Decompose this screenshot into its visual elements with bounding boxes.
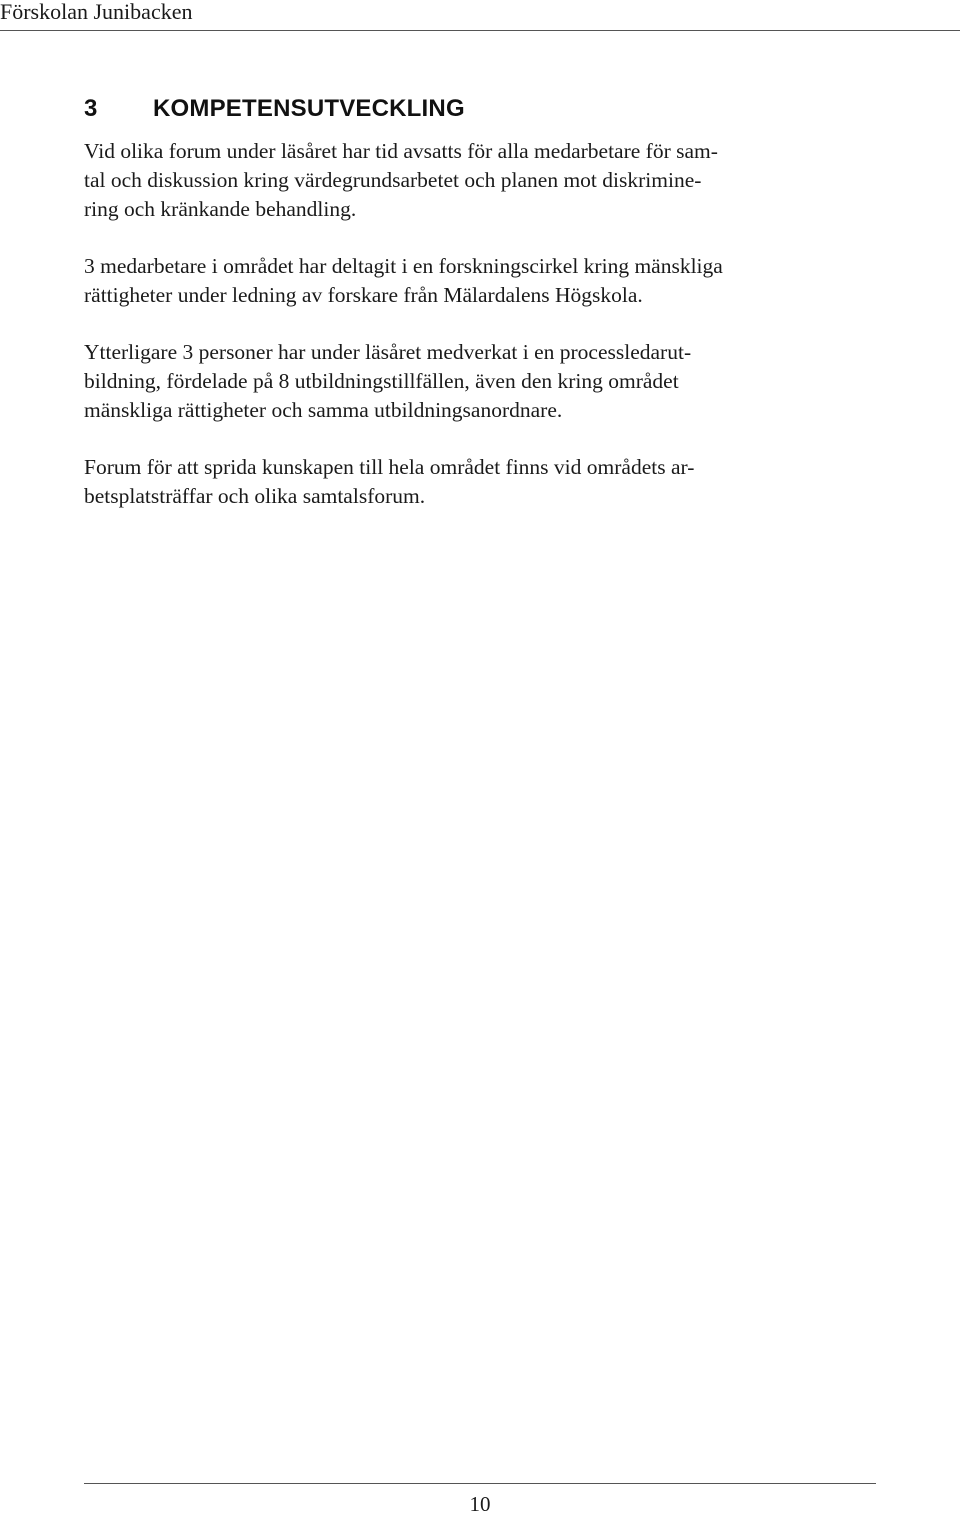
paragraph-line: ring och kränkande behandling. — [84, 197, 357, 221]
paragraph-line: Ytterligare 3 personer har under läsåret medverkat i en processledarut- — [84, 340, 692, 364]
header-divider — [0, 30, 960, 31]
paragraph-line: 3 medarbetare i området har deltagit i en forskningscirkel kring mänskliga — [84, 254, 723, 278]
paragraph-line: mänskliga rättigheter och samma utbildningsanordnare. — [84, 398, 563, 422]
page-number: 10 — [469, 1492, 491, 1516]
footer-divider — [84, 1483, 876, 1484]
paragraph-line: rättigheter under ledning av forskare från Mälardalens Högskola. — [84, 283, 643, 307]
running-header-title: Förskolan Junibacken — [0, 0, 193, 24]
paragraph-knowledge-sharing — [84, 453, 694, 511]
paragraph-line: Forum för att sprida kunskapen till hela området finns vid områdets ar- — [84, 455, 695, 479]
paragraph-research-circle — [84, 252, 723, 310]
paragraph-line: Vid olika forum under läsåret har tid avsatts för alla medarbetare för sam- — [84, 139, 718, 163]
paragraph-process-leader-training — [84, 338, 691, 425]
section-number: 3 — [84, 95, 98, 122]
paragraph-line: betsplatsträffar och olika samtalsforum. — [84, 484, 426, 508]
paragraph-line: bildning, fördelade på 8 utbildningstillfällen, även den kring området — [84, 369, 679, 393]
section-heading — [84, 94, 465, 124]
section-title: KOMPETENSUTVECKLING — [153, 95, 465, 122]
paragraph-line: tal och diskussion kring värdegrundsarbetet och planen mot diskrimine- — [84, 168, 702, 192]
paragraph-forum — [84, 137, 718, 224]
